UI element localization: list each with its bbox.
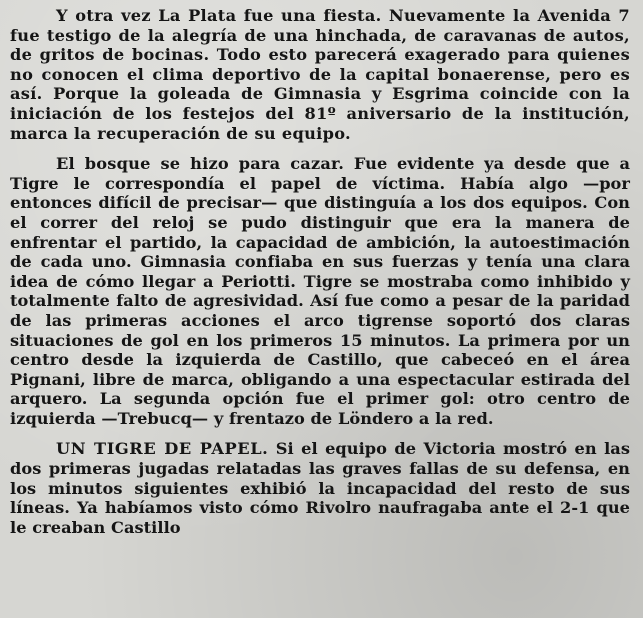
article-paragraph-1 bbox=[10, 6, 630, 143]
paragraph-text: Y otra vez La Plata fue una fiesta. Nuevamente la Avenida 7 fue testigo de la alegría de una hinchada, de caravanas de autos, de gritos de bocinas. Todo esto parecerá exagerado para quienes no conocen el clima deportivo de la capital bonaerense, pero es así. Porque la goleada de Gimnasia y Esgrima coincide con la iniciación de los festejos del 81º aniversario de la institución, marca la recuperación de su equipo. bbox=[10, 6, 630, 143]
article-paragraph-2 bbox=[10, 154, 630, 428]
article-column bbox=[10, 6, 630, 537]
section-lead-heading: UN TIGRE DE PAPEL. bbox=[56, 439, 269, 459]
paragraph-text: Si el equipo de Victoria mostró en las dos primeras jugadas relatadas las graves fallas de su defensa, en los minutos siguientes exhibió la incapacidad del resto de sus líneas. Ya habíamos visto cómo Rivolro naufragaba ante el 2-1 que le creaban Castillo bbox=[10, 439, 630, 537]
section-lead-heading: El bosque se hizo para cazar. bbox=[56, 154, 345, 174]
article-paragraph-3 bbox=[10, 439, 630, 537]
paragraph-text: Fue evidente ya desde que a Tigre le correspondía el papel de víctima. Había algo —por entonces difícil de precisar— que distinguía a los dos equipos. Con el correr del reloj se pudo distinguir que era la manera de enfrentar el partido, la capacidad de ambición, la autoestimación de cada uno. Gimnasia confiaba en sus fuerzas y tenía una clara idea de cómo llegar a Periotti. Tigre se mostraba como inhibido y totalmente falto de agresividad. Así fue como a pesar de la paridad de las primeras acciones el arco tigrense soportó dos claras situaciones de gol en los primeros 15 minutos. La primera por un centro desde la izquierda de Castillo, que cabeceó en el área Pignani, libre de marca, obligando a una espectacular estirada del arquero. La segunda opción fue el primer gol: otro centro de izquierda —Trebucq— y frentazo de Löndero a la red. bbox=[10, 154, 631, 428]
